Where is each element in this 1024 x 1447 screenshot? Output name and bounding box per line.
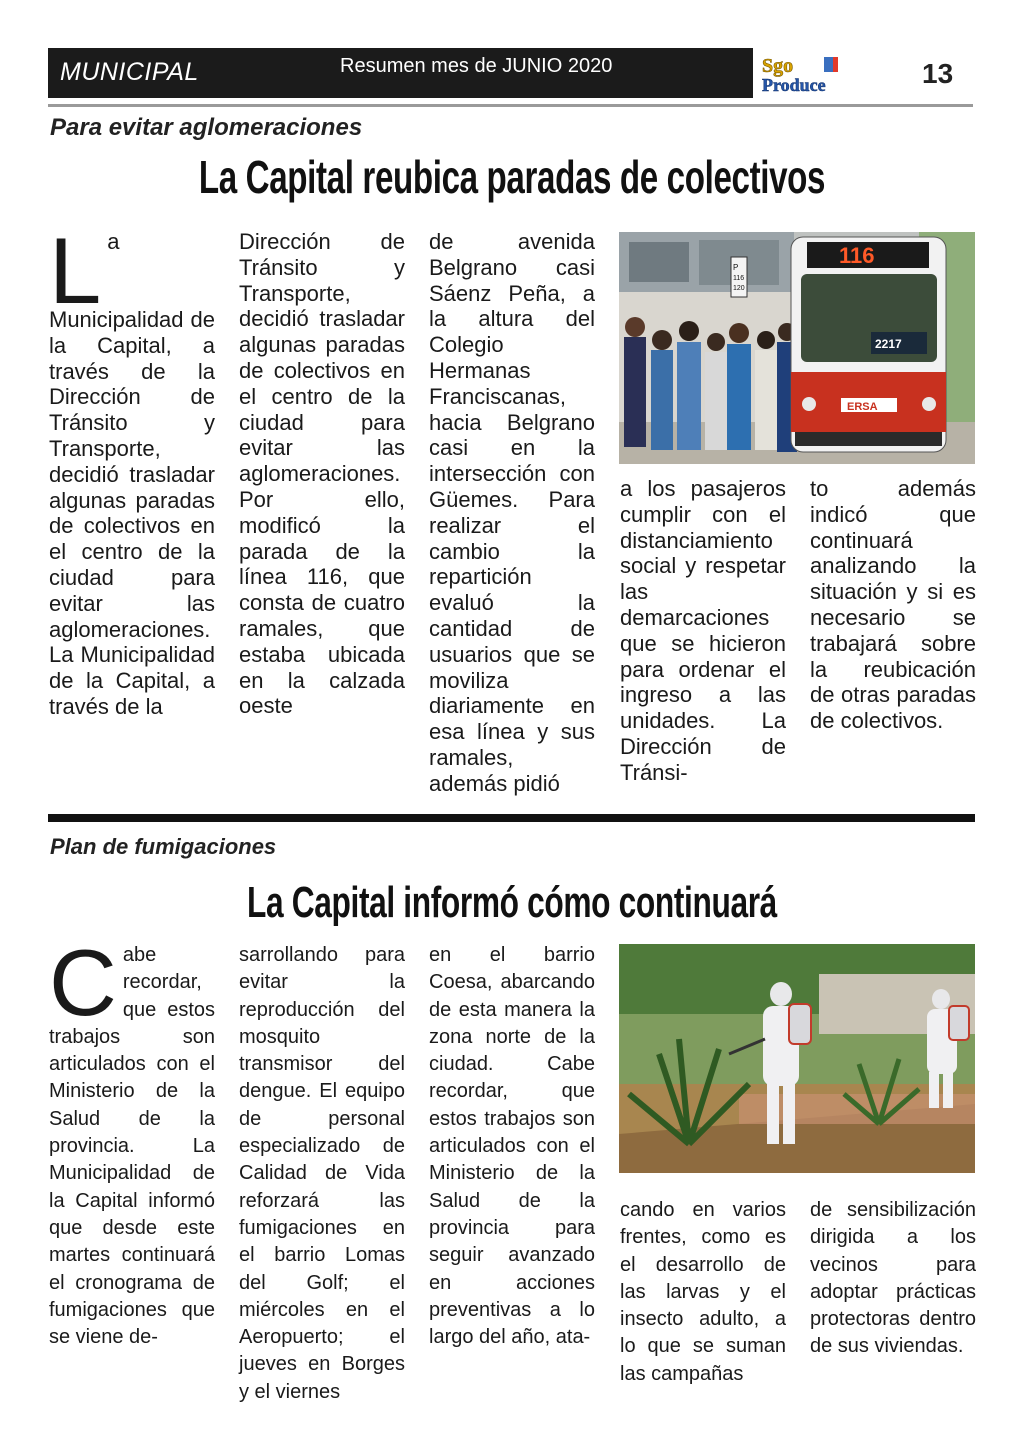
header-rule bbox=[48, 104, 973, 107]
article2-dropcap: C bbox=[49, 930, 117, 1035]
bus bbox=[791, 237, 946, 452]
svg-text:P: P bbox=[733, 263, 739, 272]
svg-text:Sgo: Sgo bbox=[762, 55, 794, 77]
page-number: 13 bbox=[922, 58, 954, 89]
svg-text:120: 120 bbox=[733, 285, 745, 292]
article2-kicker: Plan de fumigaciones bbox=[50, 834, 277, 859]
article2-column-3: en el barrio Coesa, abarcando de esta manera la zona norte de la ciudad. Cabe recordar, que estos trabajos son articulados con el Ministerio de la Salud de la provincia para seguir avanzado en acciones preventivas a lo largo del año, ata- bbox=[429, 944, 595, 1349]
article1-dropcap: L bbox=[49, 218, 102, 323]
article2-column-5: de sensibilización dirigida a los vecinos para adoptar prácticas protectoras dentro de sus viviendas. bbox=[810, 1199, 976, 1358]
article2-col1-text: abe recordar, que estos trabajos son articulados con el Ministerio de la Salud de la provincia. La Municipalidad de la Capital informó que desde este martes continuará el cronograma de fumigaciones que se viene de- bbox=[49, 944, 215, 1349]
article2-headline: La Capital informó cómo continuará bbox=[247, 878, 777, 927]
svg-text:Produce: Produce bbox=[762, 75, 826, 94]
article1-column-1 bbox=[49, 218, 215, 720]
article1-headline: La Capital reubica paradas de colectivos bbox=[198, 151, 826, 203]
article1-column-2: Dirección de Tránsito y Transporte, decidió trasladar algunas paradas de colectivos en el centro de la ciudad para evitar las aglomeraciones. Por ello, modificó la parada de la línea 116, que consta de cuatro ramales, que estaba ubicada en la calzada oeste bbox=[239, 229, 405, 719]
bus-stop-photo bbox=[619, 232, 975, 464]
article2-column-1 bbox=[49, 930, 215, 1351]
article2-column-2: sarrollando para evitar la reproducción del mosquito transmisor del dengue. El equipo de personal especializado de Calidad de Vida reforzará las fumigaciones en el barrio Lomas del Golf; el miércoles en el Aeropuerto; el jueves en Borges y el viernes bbox=[239, 944, 405, 1403]
article1-column-3: de avenida Belgrano casi Sáenz Peña, a la altura del Colegio Hermanas Franciscanas, hacia Belgrano casi en la intersección con Güemes. Para realizar el cambio la repartición evaluó la cantidad de usuarios que se moviliza diariamente en esa línea y sus ramales, además pidió bbox=[429, 229, 595, 796]
svg-text:2217: 2217 bbox=[875, 337, 902, 351]
svg-text:116: 116 bbox=[839, 243, 875, 268]
svg-text:ERSA: ERSA bbox=[847, 401, 878, 413]
section-title: MUNICIPAL bbox=[60, 58, 199, 86]
article1-column-4: a los pasajeros cumplir con el distanciamiento social y respetar las demarcaciones que se hicieron para ordenar el ingreso a las unidades. La Dirección de Tránsi- bbox=[620, 476, 786, 785]
svg-text:116: 116 bbox=[733, 275, 745, 282]
article1-column-5: to además indicó que continuará analizando la situación y si es necesario se trabajará sobre la reubicación de otras paradas de colectivos. bbox=[810, 476, 976, 734]
section-separator bbox=[48, 814, 975, 822]
fumigation-photo bbox=[619, 944, 975, 1173]
article1-kicker: Para evitar aglomeraciones bbox=[50, 114, 363, 141]
article1-col1-text: a Municipalidad de la Capital, a través de la Dirección de Tránsito y Transporte, decidió trasladar algunas paradas de colectivos en el centro de la ciudad para evitar las aglomeraciones. La Municipalidad de la Capital, a través de la bbox=[49, 229, 215, 719]
article2-column-4: cando en varios frentes, como es el desarrollo de las larvas y el insecto adulto, a lo que se suman las campañas bbox=[620, 1199, 786, 1385]
sgo-produce-logo bbox=[760, 52, 900, 94]
issue-label: Resumen mes de JUNIO 2020 bbox=[340, 55, 613, 77]
